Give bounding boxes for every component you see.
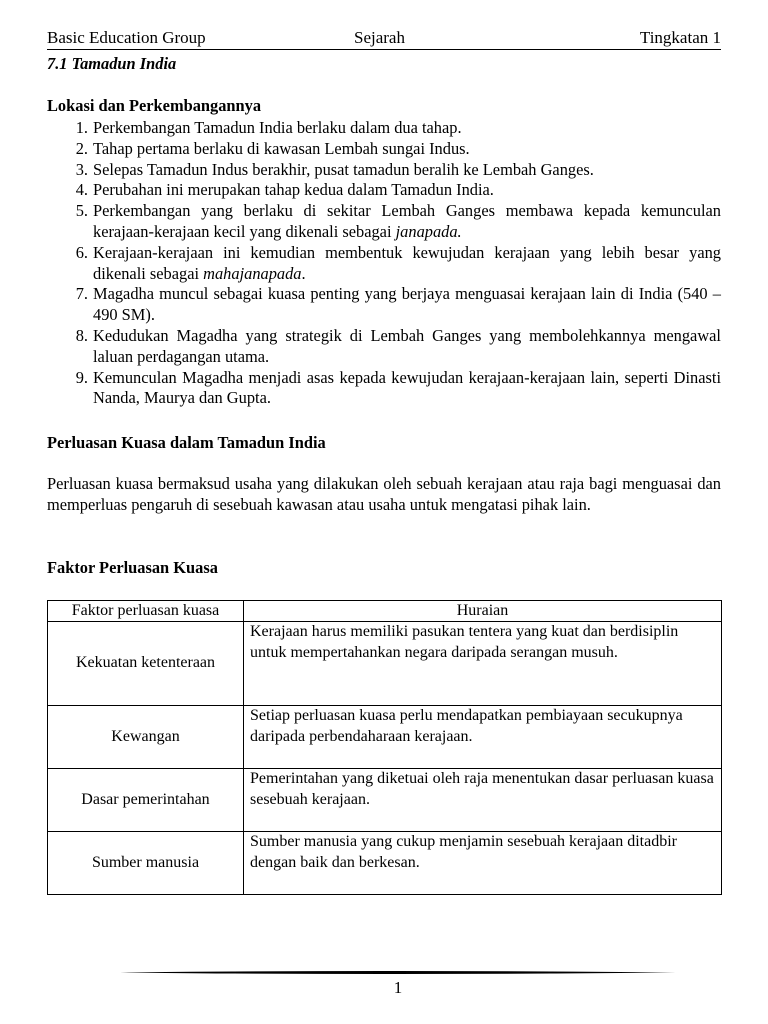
heading-faktor: Faktor Perluasan Kuasa xyxy=(47,558,218,577)
heading-lokasi: Lokasi dan Perkembangannya xyxy=(47,96,262,115)
list-item-term: janapada. xyxy=(395,221,462,241)
factor-cell: Sumber manusia xyxy=(48,832,244,895)
list-item-number: 1. xyxy=(75,118,88,137)
list-item-number: 6. xyxy=(75,242,88,262)
list-item-text: Magadha muncul sebagai kuasa penting yang berjaya menguasai kerajaan lain di India (540 – 490 SM). xyxy=(93,284,721,325)
column-header-factor: Faktor perluasan kuasa xyxy=(48,601,244,622)
list-item xyxy=(75,118,721,139)
table-row xyxy=(48,832,722,895)
list-item xyxy=(75,242,721,285)
list-item xyxy=(75,284,721,326)
list-item-number: 4. xyxy=(75,180,88,200)
list-item-text: Kerajaan-kerajaan ini kemudian membentuk kewujudan kerajaan yang lebih besar yang dikenali sebagai xyxy=(93,242,721,283)
table-header-row xyxy=(48,601,722,622)
page-number: 1 xyxy=(393,978,403,997)
list-item xyxy=(75,367,721,410)
list-item-text: Perkembangan Tamadun India berlaku dalam dua tahap. xyxy=(93,118,462,137)
section-title: 7.1 Tamadun India xyxy=(47,54,177,73)
page-header xyxy=(47,27,721,50)
description-cell: Kerajaan harus memiliki pasukan tentera yang kuat dan berdisiplin untuk mempertahankan negara daripada serangan musuh. xyxy=(244,622,722,706)
list-item-number: 8. xyxy=(75,325,88,345)
list-item xyxy=(75,180,721,201)
table-row xyxy=(48,769,722,832)
list-item xyxy=(75,325,721,368)
footer-divider xyxy=(120,970,676,975)
header-publisher: Basic Education Group xyxy=(47,28,206,47)
list-item-suffix: . xyxy=(301,263,306,283)
list-item-number: 2. xyxy=(75,138,88,158)
factor-cell: Kewangan xyxy=(48,706,244,769)
table-row xyxy=(48,622,722,706)
list-item-term: mahajanapada xyxy=(203,263,302,283)
factor-cell: Dasar pemerintahan xyxy=(48,769,244,832)
list-item-number: 5. xyxy=(75,201,88,221)
perluasan-definition: Perluasan kuasa bermaksud usaha yang dilakukan oleh sebuah kerajaan atau raja bagi menguasai dan memperluas pengaruh di sesebuah kawasan atau usaha untuk mengatasi pihak lain. xyxy=(47,474,721,514)
factor-cell: Kekuatan ketenteraan xyxy=(48,622,244,706)
list-item xyxy=(75,159,721,181)
description-cell: Pemerintahan yang diketuai oleh raja menentukan dasar perluasan kuasa sesebuah kerajaan. xyxy=(244,769,722,832)
list-item xyxy=(75,201,721,243)
list-item-number: 3. xyxy=(75,159,88,179)
header-level: Tingkatan 1 xyxy=(639,28,721,47)
list-item-text: Tahap pertama berlaku di kawasan Lembah sungai Indus. xyxy=(93,138,470,158)
list-item-text: Selepas Tamadun Indus berakhir, pusat tamadun beralih ke Lembah Ganges. xyxy=(93,159,594,179)
description-cell: Sumber manusia yang cukup menjamin sesebuah kerajaan ditadbir dengan baik dan berkesan. xyxy=(244,832,722,895)
header-subject: Sejarah xyxy=(354,28,405,47)
table-row xyxy=(48,706,722,769)
factor-table xyxy=(47,600,722,895)
list-item-number: 9. xyxy=(75,367,88,387)
heading-perluasan: Perluasan Kuasa dalam Tamadun India xyxy=(47,433,326,452)
list-item-number: 7. xyxy=(75,284,88,304)
list-item-text: Kemunculan Magadha menjadi asas kepada kewujudan kerajaan-kerajaan lain, seperti Dinasti Nanda, Maurya dan Gupta. xyxy=(93,367,721,408)
lokasi-point-list xyxy=(75,118,721,409)
list-item xyxy=(75,138,721,160)
description-cell: Setiap perluasan kuasa perlu mendapatkan pembiayaan secukupnya daripada perbendaharaan kerajaan. xyxy=(244,706,722,769)
list-item-text: Perubahan ini merupakan tahap kedua dalam Tamadun India. xyxy=(93,180,494,200)
list-item-text: Perkembangan yang berlaku di sekitar Lembah Ganges membawa kepada kemunculan kerajaan-kerajaan kecil yang dikenali sebagai xyxy=(93,201,721,241)
column-header-description: Huraian xyxy=(244,601,722,622)
list-item-text: Kedudukan Magadha yang strategik di Lembah Ganges yang membolehkannya mengawal laluan perdagangan utama. xyxy=(93,325,721,366)
